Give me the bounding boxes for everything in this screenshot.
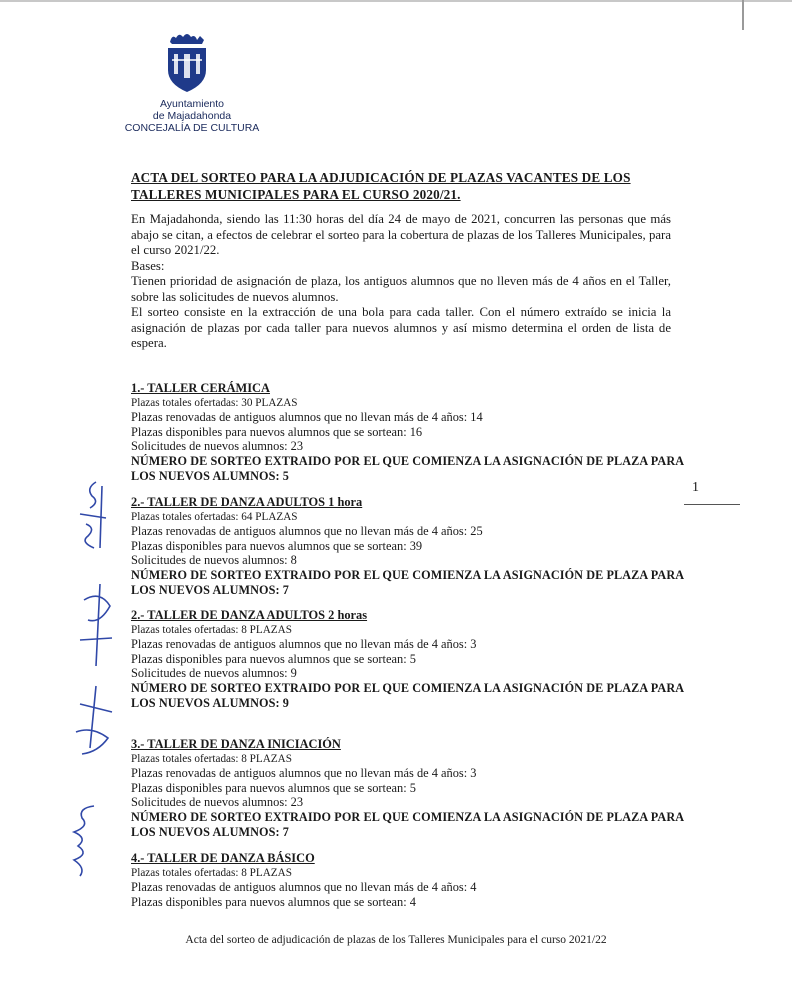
majadahonda-crest-icon — [162, 26, 212, 94]
available-places: Plazas disponibles para nuevos alumnos que se sortean: 5 — [131, 651, 416, 666]
total-places: Plazas totales ofertadas: 8 PLAZAS — [131, 623, 292, 636]
new-applications: Solicitudes de nuevos alumnos: 23 — [131, 439, 304, 454]
workshop-title: 1.- TALLER CERÁMICA — [131, 381, 270, 395]
available-places: Plazas disponibles para nuevos alumnos que se sortean: 5 — [131, 780, 416, 795]
intro-paragraph: Tienen prioridad de asignación de plaza, los antiguos alumnos que no lleven más de 4 años en el Taller, sobre las solicitudes de nuevos alumnos. — [131, 274, 671, 304]
intro-bases-label: Bases: — [131, 258, 165, 273]
available-places: Plazas disponibles para nuevos alumnos que se sortean: 16 — [131, 424, 423, 439]
total-places: Plazas totales ofertadas: 30 PLAZAS — [131, 396, 298, 409]
page-footer: Acta del sorteo de adjudicación de plazas de los Talleres Municipales para el curso 2021/22 — [185, 934, 607, 946]
draw-number-result: LOS NUEVOS ALUMNOS: 9 — [131, 695, 289, 710]
renewed-places: Plazas renovadas de antiguos alumnos que no llevan más de 4 años: 14 — [131, 410, 483, 425]
workshop-section — [131, 851, 681, 909]
new-applications: Solicitudes de nuevos alumnos: 23 — [131, 795, 304, 810]
workshop-title: 2.- TALLER DE DANZA ADULTOS 1 hora — [131, 495, 363, 509]
draw-number-line: NÚMERO DE SORTEO EXTRAIDO POR EL QUE COMIENZA LA ASIGNACIÓN DE PLAZA PARA — [131, 680, 685, 695]
new-applications: Solicitudes de nuevos alumnos: 9 — [131, 666, 297, 681]
scan-top-edge — [0, 0, 792, 2]
draw-number-result: LOS NUEVOS ALUMNOS: 5 — [131, 468, 289, 483]
intro-paragraph: El sorteo consiste en la extracción de una bola para cada taller. Con el número extraído se inicia la asignación de plazas por cada taller para nuevos alumnos y así mismo determina el orden de lista de espera. — [131, 305, 671, 350]
intro-paragraph: En Majadahonda, siendo las 11:30 horas del día 24 de mayo de 2021, concurren las personas que más abajo se citan, a efectos de celebrar el sorteo para la cobertura de plazas de los Talleres Municipales, para el curso 2021/22. — [131, 212, 671, 257]
workshop-section — [131, 737, 685, 839]
scan-margin-mark — [742, 0, 744, 30]
available-places: Plazas disponibles para nuevos alumnos que se sortean: 4 — [131, 894, 416, 909]
document-title: ACTA DEL SORTEO PARA LA ADJUDICACIÓN DE PLAZAS VACANTES DE LOS TALLERES MUNICIPALES PARA EL CURSO 2020/21. — [131, 170, 631, 202]
handwritten-signature — [68, 682, 118, 762]
intro-block — [131, 212, 671, 352]
logo-line: CONCEJALÍA DE CULTURA — [124, 122, 260, 134]
new-applications: Solicitudes de nuevos alumnos: 8 — [131, 553, 297, 568]
workshop-section — [131, 381, 685, 483]
draw-number-line: NÚMERO DE SORTEO EXTRAIDO POR EL QUE COMIENZA LA ASIGNACIÓN DE PLAZA PARA — [131, 453, 685, 468]
page-number-rule — [684, 504, 740, 505]
workshop-title: 4.- TALLER DE DANZA BÁSICO — [131, 851, 315, 865]
workshop-title: 3.- TALLER DE DANZA INICIACIÓN — [131, 737, 341, 751]
total-places: Plazas totales ofertadas: 64 PLAZAS — [131, 510, 298, 523]
handwritten-signature — [60, 800, 110, 880]
workshop-section — [131, 495, 685, 597]
renewed-places: Plazas renovadas de antiguos alumnos que no llevan más de 4 años: 4 — [131, 880, 477, 895]
page-number: 1 — [692, 480, 699, 495]
handwritten-signature — [66, 478, 116, 558]
institution-name — [112, 98, 272, 134]
draw-number-line: NÚMERO DE SORTEO EXTRAIDO POR EL QUE COMIENZA LA ASIGNACIÓN DE PLAZA PARA — [131, 809, 685, 824]
available-places: Plazas disponibles para nuevos alumnos que se sortean: 39 — [131, 538, 423, 553]
workshop-section — [131, 608, 685, 710]
renewed-places: Plazas renovadas de antiguos alumnos que no llevan más de 4 años: 3 — [131, 637, 477, 652]
total-places: Plazas totales ofertadas: 8 PLAZAS — [131, 752, 292, 765]
workshop-title: 2.- TALLER DE DANZA ADULTOS 2 horas — [131, 608, 368, 622]
draw-number-result: LOS NUEVOS ALUMNOS: 7 — [131, 824, 289, 839]
total-places: Plazas totales ofertadas: 8 PLAZAS — [131, 866, 292, 879]
renewed-places: Plazas renovadas de antiguos alumnos que no llevan más de 4 años: 25 — [131, 524, 483, 539]
handwritten-signature — [70, 580, 120, 670]
logo-line: de Majadahonda — [152, 110, 232, 122]
draw-number-line: NÚMERO DE SORTEO EXTRAIDO POR EL QUE COMIENZA LA ASIGNACIÓN DE PLAZA PARA — [131, 567, 685, 582]
renewed-places: Plazas renovadas de antiguos alumnos que no llevan más de 4 años: 3 — [131, 766, 477, 781]
logo-line: Ayuntamiento — [159, 98, 224, 110]
draw-number-result: LOS NUEVOS ALUMNOS: 7 — [131, 582, 289, 597]
